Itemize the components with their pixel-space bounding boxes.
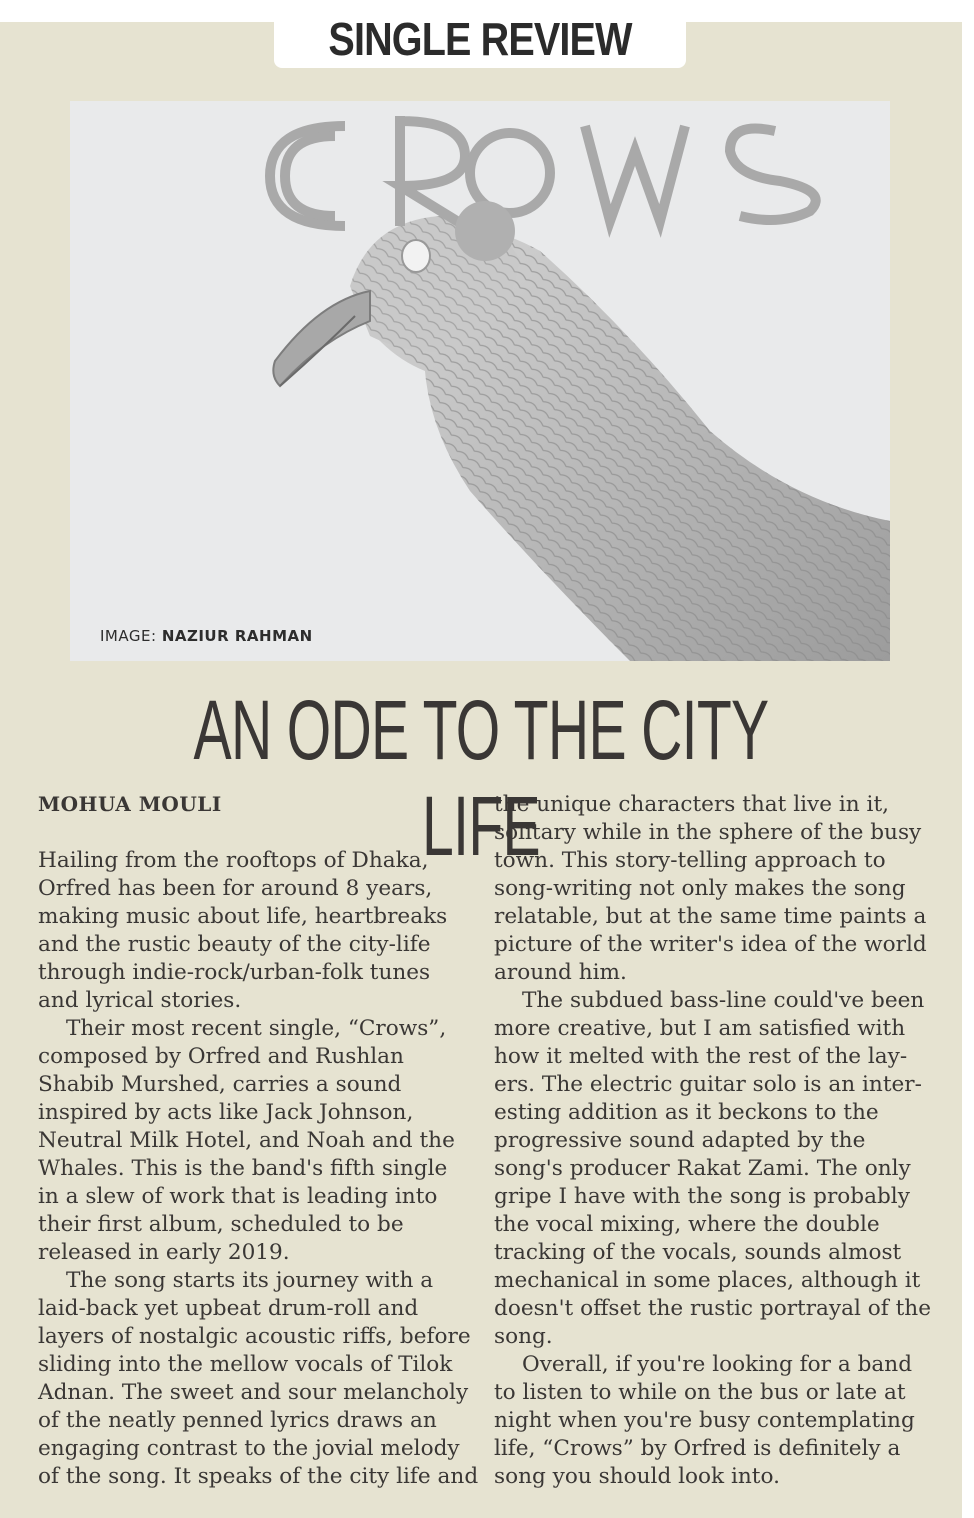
text-line: and lyrical stories. [38, 988, 242, 1013]
text-line: through indie-rock/urban-folk tunes [38, 960, 431, 985]
text-line: released in early 2019. [38, 1240, 290, 1265]
text-line: mechanical in some places, although it [494, 1268, 921, 1293]
text-line: around him. [494, 960, 627, 985]
text-line: Whales. This is the band's fifth single [38, 1156, 448, 1181]
right-column [494, 791, 934, 1491]
text-line: town. This story-telling approach to [494, 848, 886, 873]
text-line: layers of nostalgic acoustic riffs, before [38, 1324, 471, 1349]
text-line: gripe I have with the song is probably [494, 1184, 910, 1209]
text-line: song's producer Rakat Zami. The only [494, 1156, 911, 1181]
text-line: ers. The electric guitar solo is an inter- [494, 1072, 922, 1097]
text-line: composed by Orfred and Rushlan [38, 1044, 404, 1069]
section-label-text: SINGLE REVIEW [328, 13, 632, 65]
text-line: solitary while in the sphere of the busy [494, 820, 922, 845]
paragraph [38, 1267, 478, 1491]
text-line: relatable, but at the same time paints a [494, 904, 927, 929]
article-photo [70, 101, 890, 661]
paragraph [38, 847, 478, 1015]
text-line: esting addition as it beckons to the [494, 1100, 879, 1125]
byline: MOHUA MOULI [38, 792, 222, 816]
text-line: picture of the writer's idea of the world [494, 932, 927, 957]
left-column [38, 847, 478, 1491]
text-line: the vocal mixing, where the double [494, 1212, 880, 1237]
text-line: the unique characters that live in it, [494, 792, 889, 817]
headline-text: AN ODE TO THE CITY LIFE [193, 683, 769, 873]
text-line: night when you're busy contemplating [494, 1408, 915, 1433]
paragraph [494, 1351, 934, 1491]
paragraph [38, 1015, 478, 1267]
text-line: and the rustic beauty of the city-life [38, 932, 431, 957]
text-line: tracking of the vocals, sounds almost [494, 1240, 902, 1265]
text-line: Orfred has been for around 8 years, [38, 876, 433, 901]
text-line: of the song. It speaks of the city life and [38, 1464, 479, 1489]
text-line: of the neatly penned lyrics draws an [38, 1408, 437, 1433]
text-line: song you should look into. [494, 1464, 780, 1489]
text-line: making music about life, heartbreaks [38, 904, 448, 929]
text-line: inspired by acts like Jack Johnson, [38, 1100, 414, 1125]
text-line: more creative, but I am satisfied with [494, 1016, 906, 1041]
text-line: Overall, if you're looking for a band [522, 1352, 913, 1377]
text-line: in a slew of work that is leading into [38, 1184, 438, 1209]
photo-credit [100, 627, 313, 645]
text-line: their first album, scheduled to be [38, 1212, 404, 1237]
text-line: doesn't offset the rustic portrayal of the [494, 1296, 931, 1321]
text-line: engaging contrast to the jovial melody [38, 1436, 460, 1461]
crow-illustration [70, 101, 890, 661]
text-line: song. [494, 1324, 553, 1349]
text-line: how it melted with the rest of the lay- [494, 1044, 908, 1069]
text-line: to listen to while on the bus or late at [494, 1380, 906, 1405]
text-line: Shabib Murshed, carries a sound [38, 1072, 402, 1097]
crow-eye [402, 240, 430, 272]
paragraph [494, 791, 934, 987]
paragraph [494, 987, 934, 1351]
section-label [274, 10, 686, 68]
text-line: sliding into the mellow vocals of Tilok [38, 1352, 453, 1377]
credit-prefix: IMAGE: [100, 627, 157, 645]
crow-beak [273, 291, 370, 386]
text-line: Neutral Milk Hotel, and Noah and the [38, 1128, 455, 1153]
text-line: laid-back yet upbeat drum-roll and [38, 1296, 419, 1321]
credit-name: NAZIUR RAHMAN [161, 627, 313, 645]
text-line: Their most recent single, “Crows”, [66, 1016, 447, 1041]
text-line: Hailing from the rooftops of Dhaka, [38, 848, 429, 873]
text-line: Adnan. The sweet and sour melancholy [38, 1380, 469, 1405]
crows-logo [270, 116, 816, 226]
text-line: The subdued bass-line could've been [522, 988, 925, 1013]
text-line: progressive sound adapted by the [494, 1128, 866, 1153]
text-line: song-writing not only makes the song [494, 876, 906, 901]
text-line: The song starts its journey with a [66, 1268, 434, 1293]
text-line: life, “Crows” by Orfred is definitely a [494, 1436, 901, 1461]
